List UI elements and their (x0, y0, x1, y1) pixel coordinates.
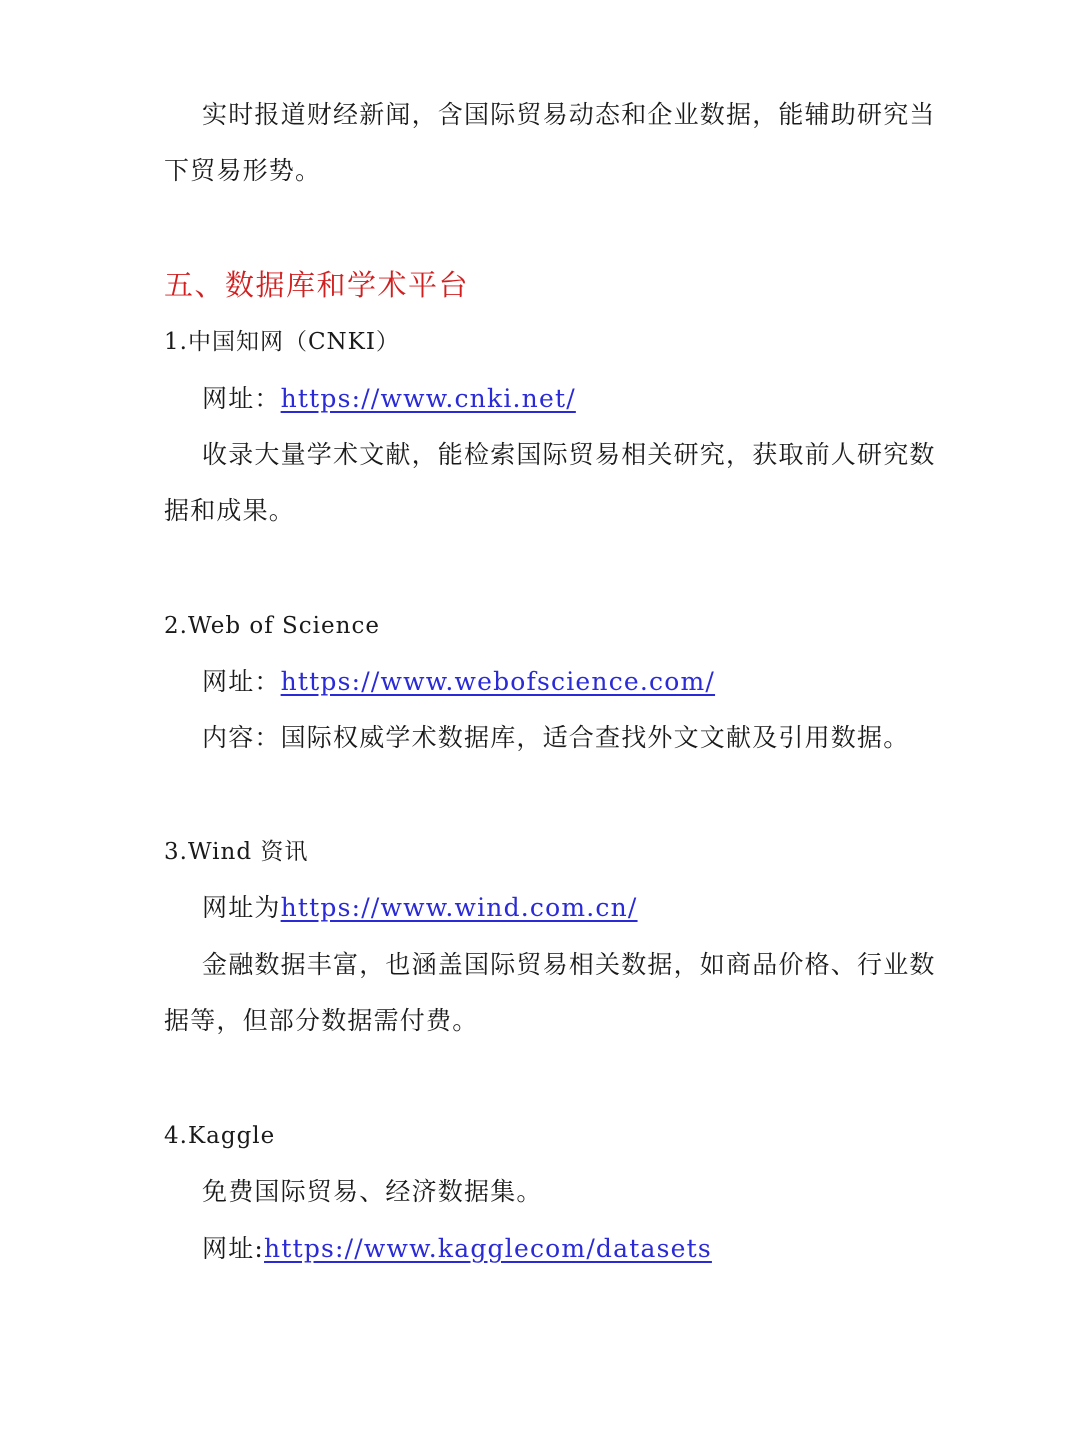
web-of-science-link[interactable]: https://www.webofscience.com/ (280, 667, 716, 696)
entry-desc-line-2-cnki: 据和成果。 (164, 496, 296, 525)
entry-url-row-web-of-science (202, 665, 715, 699)
entry-url-row-kaggle (202, 1232, 712, 1266)
entry-desc-line-1-web-of-science: 内容：国际权威学术数据库，适合查找外文文献及引用数据。 (202, 723, 910, 752)
url-label: 网址: (202, 1234, 265, 1263)
entry-url-row-wind (202, 891, 638, 925)
entry-title-cnki: 1.中国知网（CNKI） (164, 329, 400, 355)
entry-title-wind: 3.Wind 资讯 (164, 839, 309, 865)
url-label: 网址为 (202, 893, 281, 922)
url-label: 网址： (202, 384, 281, 413)
url-label: 网址： (202, 667, 281, 696)
section-title: 五、数据库和学术平台 (164, 268, 470, 302)
entry-url-row-cnki (202, 382, 576, 416)
entry-desc-line-1-cnki: 收录大量学术文献，能检索国际贸易相关研究，获取前人研究数 (202, 440, 936, 469)
entry-title-web-of-science: 2.Web of Science (164, 613, 380, 639)
wind-link[interactable]: https://www.wind.com.cn/ (280, 893, 638, 922)
intro-paragraph-line-2: 下贸易形势。 (164, 156, 322, 185)
cnki-link[interactable]: https://www.cnki.net/ (280, 384, 576, 413)
entry-title-kaggle: 4.Kaggle (164, 1123, 276, 1149)
entry-desc-line-1-kaggle: 免费国际贸易、经济数据集。 (202, 1177, 543, 1206)
intro-paragraph-line-1: 实时报道财经新闻，含国际贸易动态和企业数据，能辅助研究当 (202, 100, 936, 129)
kaggle-link[interactable]: https://www.kagglecom/datasets (264, 1234, 712, 1263)
entry-desc-line-1-wind: 金融数据丰富，也涵盖国际贸易相关数据，如商品价格、行业数 (202, 950, 936, 979)
entry-desc-line-2-wind: 据等，但部分数据需付费。 (164, 1006, 479, 1035)
